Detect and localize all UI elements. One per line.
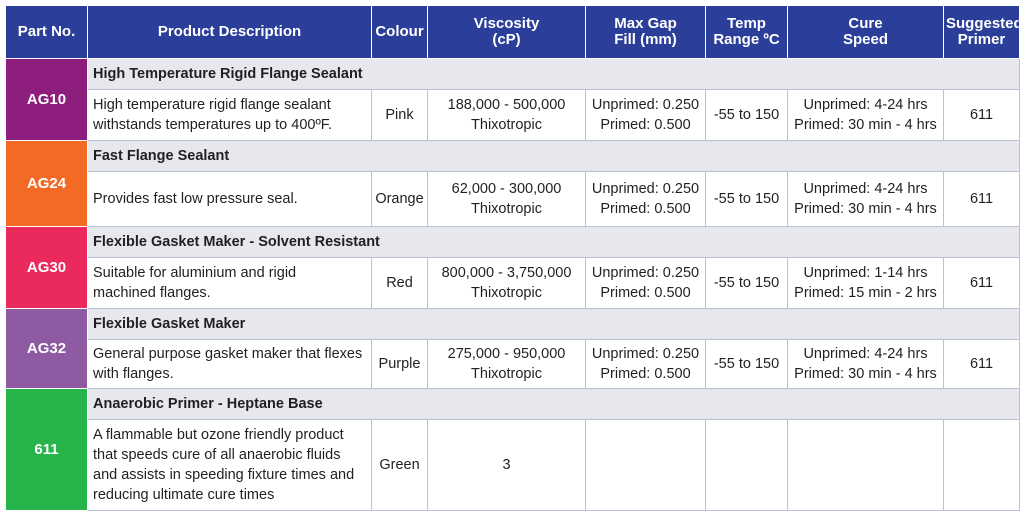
product-detail-row — [6, 172, 1020, 227]
header-colour: Colour — [372, 6, 428, 59]
max-gap-cell — [586, 340, 706, 389]
temp-range-cell: -55 to 150 — [706, 172, 788, 227]
colour-cell: Pink — [372, 90, 428, 141]
description-line: reducing ultimate cure times — [93, 487, 275, 503]
header-viscosity — [428, 6, 586, 59]
header-viscosity-line2: (cP) — [492, 31, 521, 48]
colour-cell: Green — [372, 420, 428, 511]
product-detail-row — [6, 258, 1020, 309]
viscosity-range: 800,000 - 3,750,000 — [441, 265, 572, 281]
viscosity-cell — [428, 420, 586, 511]
description-line: General purpose gasket maker that flexes — [93, 346, 363, 362]
product-title-row — [6, 309, 1020, 340]
description-line: A flammable but ozone friendly product — [93, 427, 344, 443]
viscosity-type: Thixotropic — [471, 117, 542, 133]
temp-range-cell: -55 to 150 — [706, 258, 788, 309]
viscosity-range: 188,000 - 500,000 — [447, 97, 566, 113]
part-number-cell: AG10 — [6, 59, 88, 141]
cure-speed-cell — [788, 420, 944, 511]
header-max-gap-line2: Fill (mm) — [614, 31, 677, 48]
product-description — [88, 172, 372, 227]
product-detail-row — [6, 340, 1020, 389]
viscosity-cell — [428, 90, 586, 141]
colour-cell: Purple — [372, 340, 428, 389]
cure-speed-cell — [788, 172, 944, 227]
header-cure-speed — [788, 6, 944, 59]
header-primer-line1: Suggested — [946, 15, 1023, 32]
header-part-no: Part No. — [6, 6, 88, 59]
cure-primed: Primed: 15 min - 2 hrs — [794, 285, 937, 301]
description-line: withstands temperatures up to 400ºF. — [93, 117, 333, 133]
cure-unprimed: Unprimed: 1-14 hrs — [803, 265, 928, 281]
max-gap-cell — [586, 90, 706, 141]
header-temp-line2: Range ºC — [713, 31, 780, 48]
gap-primed: Primed: 0.500 — [600, 366, 691, 382]
cure-primed: Primed: 30 min - 4 hrs — [794, 366, 937, 382]
header-viscosity-line1: Viscosity — [473, 15, 540, 32]
suggested-primer-cell: 611 — [944, 90, 1020, 141]
part-number-cell: AG32 — [6, 309, 88, 389]
viscosity-range: 3 — [502, 457, 511, 473]
viscosity-type: Thixotropic — [471, 285, 542, 301]
gap-unprimed: Unprimed: 0.250 — [591, 181, 700, 197]
colour-cell: Red — [372, 258, 428, 309]
description-line: with flanges. — [93, 366, 174, 382]
header-temp-range — [706, 6, 788, 59]
viscosity-cell — [428, 172, 586, 227]
part-number-cell: AG30 — [6, 227, 88, 309]
colour-cell: Orange — [372, 172, 428, 227]
max-gap-cell — [586, 420, 706, 511]
header-suggested-primer — [944, 6, 1023, 59]
header-max-gap-line1: Max Gap — [614, 15, 677, 32]
cure-primed: Primed: 30 min - 4 hrs — [794, 201, 937, 217]
product-title: High Temperature Rigid Flange Sealant — [88, 59, 1020, 90]
description-line: High temperature rigid flange sealant — [93, 97, 331, 113]
cure-speed-cell — [788, 258, 944, 309]
suggested-primer-cell — [944, 420, 1020, 511]
cure-speed-cell — [788, 90, 944, 141]
description-line: machined flanges. — [93, 285, 211, 301]
temp-range-cell: -55 to 150 — [706, 90, 788, 141]
description-line: that speeds cure of all anaerobic fluids — [93, 447, 341, 463]
gap-primed: Primed: 0.500 — [600, 285, 691, 301]
header-cure-line2: Speed — [842, 31, 888, 48]
part-number-cell: AG24 — [6, 141, 88, 227]
header-row — [6, 6, 1020, 59]
temp-range-cell: -55 to 150 — [706, 340, 788, 389]
part-number-cell: 611 — [6, 389, 88, 511]
header-description: Product Description — [88, 6, 372, 59]
gap-unprimed: Unprimed: 0.250 — [591, 346, 700, 362]
gap-unprimed: Unprimed: 0.250 — [591, 97, 700, 113]
max-gap-cell — [586, 258, 706, 309]
product-title-row — [6, 389, 1020, 420]
product-description — [88, 420, 372, 511]
product-detail-row — [6, 420, 1020, 511]
viscosity-cell — [428, 340, 586, 389]
product-title: Fast Flange Sealant — [88, 141, 1020, 172]
cure-unprimed: Unprimed: 4-24 hrs — [803, 181, 928, 197]
product-title-row — [6, 227, 1020, 258]
description-line: Provides fast low pressure seal. — [93, 191, 298, 207]
viscosity-type: Thixotropic — [471, 201, 542, 217]
product-title-row — [6, 141, 1020, 172]
description-line: Suitable for aluminium and rigid — [93, 265, 297, 281]
header-cure-line1: Cure — [848, 15, 883, 32]
header-primer-line2: Primer — [957, 31, 1006, 48]
product-table-container — [5, 5, 1023, 515]
viscosity-type: Thixotropic — [471, 366, 542, 382]
product-detail-row — [6, 90, 1020, 141]
gap-primed: Primed: 0.500 — [600, 117, 691, 133]
suggested-primer-cell: 611 — [944, 340, 1020, 389]
max-gap-cell — [586, 172, 706, 227]
product-description — [88, 90, 372, 141]
gap-unprimed: Unprimed: 0.250 — [591, 265, 700, 281]
temp-range-cell — [706, 420, 788, 511]
product-title: Flexible Gasket Maker - Solvent Resistant — [88, 227, 1020, 258]
viscosity-range: 62,000 - 300,000 — [451, 181, 562, 197]
product-description — [88, 340, 372, 389]
suggested-primer-cell: 611 — [944, 258, 1020, 309]
product-title: Anaerobic Primer - Heptane Base — [88, 389, 1020, 420]
viscosity-range: 275,000 - 950,000 — [447, 346, 566, 362]
header-temp-line1: Temp — [727, 15, 766, 32]
cure-unprimed: Unprimed: 4-24 hrs — [803, 346, 928, 362]
product-description — [88, 258, 372, 309]
header-max-gap — [586, 6, 706, 59]
product-table — [5, 5, 1023, 511]
cure-speed-cell — [788, 340, 944, 389]
gap-primed: Primed: 0.500 — [600, 201, 691, 217]
cure-unprimed: Unprimed: 4-24 hrs — [803, 97, 928, 113]
product-title-row — [6, 59, 1020, 90]
description-line: and assists in speeding fixture times and — [93, 467, 355, 483]
suggested-primer-cell: 611 — [944, 172, 1020, 227]
viscosity-cell — [428, 258, 586, 309]
cure-primed: Primed: 30 min - 4 hrs — [794, 117, 937, 133]
product-title: Flexible Gasket Maker — [88, 309, 1020, 340]
